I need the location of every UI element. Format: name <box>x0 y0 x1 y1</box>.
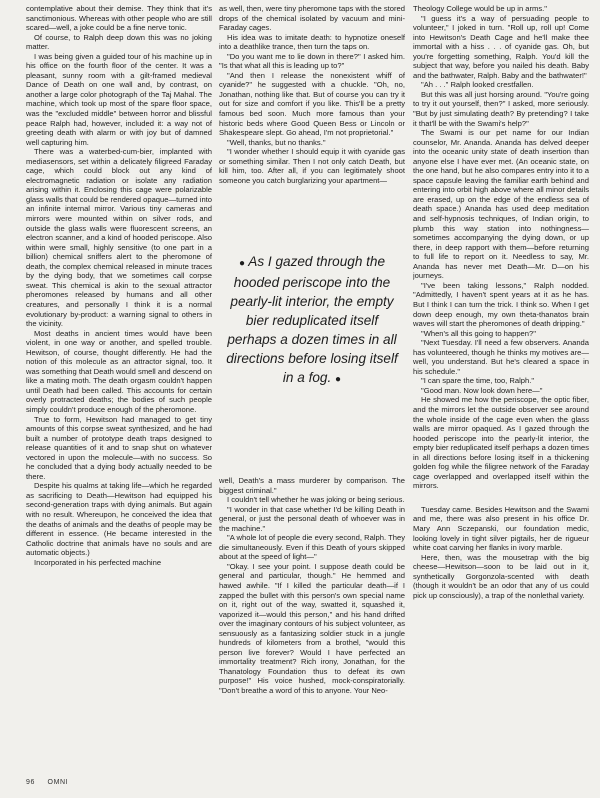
paragraph: His idea was to imitate death: to hypnotize oneself into a deathlike trance, then turn the taps on. <box>219 32 405 52</box>
paragraph: Most deaths in ancient times would have been violent, in one way or another, and spelled trouble. Hewitson, of course, thought differently. He had the notion of this molecule as an attractor signal, too. It was something that Death would smell and descend on like a mating moth. The death orgasm couldn't happen until Death had been called. This accounts for certain overly protracted deaths; the bodies of such people simply couldn't produce enough of the pheromone. <box>26 328 212 414</box>
paragraph: "Well, thanks, but no thanks." <box>227 137 326 147</box>
paragraph: as well, then, were tiny pheromone taps with the stored drops of the chemical isolated by vacuum and mini-Faraday cages. <box>219 4 405 33</box>
bullet-icon: ● <box>238 258 245 269</box>
paragraph: "Ah . . ." Ralph looked crestfallen. <box>421 80 534 90</box>
paragraph: Of course, to Ralph deep down this was no joking matter. <box>26 32 212 52</box>
paragraph <box>413 491 589 505</box>
magazine-name: OMNI <box>47 779 69 786</box>
paragraph: "Do you want me to lie down in there?" I asked him. "Is that what all this is leading up to?" <box>219 51 405 71</box>
bullet-icon: ● <box>335 374 342 385</box>
paragraph: True to form, Hewitson had managed to get tiny amounts of this corpse sweat synthesized, and he had built a number of prototype death traps designed to release quantities of it and to snap shut on whatever vectored in upon the molecule—with no success. So he concluded that a dying body actually needed to be there. <box>26 414 212 481</box>
pull-quote <box>226 252 398 462</box>
paragraph: He showed me how the periscope, the optic fiber, and the mirrors let the outside observer see around the whole inside of the cage even when the glass walls are mirror opaqued. As I gazed through the hooded periscope into the pearly-lit interior, the empty bier reduplicated itself perhaps a dozen times in all directions before losing itself in a thickening golden fog while the filigree network of the Faraday cage overlapped and overlapped itself within the mirrors. <box>413 395 589 491</box>
column-3 <box>413 4 589 774</box>
paragraph: "I guess it's a way of persuading people to volunteer," I joked in turn. "Roll up, roll up! Come into Hewitson's Death Cage and he'll make thee immortal with a hiss . . . of cyanide gas. Oh, but you're forgetting something, Ralph. You'd kill the subject that way, before you nailed his death. Baby and the bathwater, Ralph. Baby and the bathwater!" <box>413 13 589 80</box>
paragraph: Theology College would be up in arms." <box>413 4 547 13</box>
page-number: 96 <box>26 779 35 786</box>
paragraph: Tuesday came. Besides Hewitson and the Swami and me, there was also present in his office Dr. Mary Ann Sczepanski, our foundation medic, looking lovely in tight silver pigtails, her de rigueur white coat carving her flanks in ivory marble. <box>413 504 589 553</box>
paragraph: Despite his qualms at taking life—which he regarded as sacrificing to Death—Hewitson had equipped his second-generation traps with dying animals. But again with no result. Whereupon, he conceived the idea that the deaths of animals and the deaths of people may be different in essence. (He became interested in the Catholic doctrine that animals have no souls and are automatic objects.) <box>26 481 212 558</box>
paragraph: "Good man. Now look down here—" <box>421 385 543 395</box>
paragraph: "I can spare the time, too, Ralph." <box>421 376 535 386</box>
page-footer <box>26 779 78 786</box>
paragraph: Incorporated in his perfected machine <box>34 557 162 567</box>
paragraph: "When's all this going to happen?" <box>421 328 536 338</box>
paragraph: Here, then, was the mousetrap with the big cheese—Hewitson—soon to be laid out in it, synthetically Gorgonzola-scented with death (though it wouldn't be an odor that any of us could pick up consciously), a trap of the nonlethal variety. <box>413 552 589 600</box>
paragraph: "A whole lot of people die every second, Ralph. They die simultaneously. Even if this Death of yours skipped about at the speed of light—" <box>219 533 405 562</box>
paragraph: "And then I release the nonexistent whiff of cyanide?" he suggested with a chuckle. "Oh, no, Jonathan, nothing like that. But of course you can try it out for size and comfort if you like. This'll be a pretty famous bed soon. Much more famous than your historic beds where Good Queen Bess or Lincoln or Shakespeare slept. Go ahead, I'm not proprietorial." <box>219 70 405 138</box>
paragraph: The Swami is our pet name for our Indian counselor, Mr. Ananda. Ananda has delved deeper into the oceanic unity state of death insertion than anyone else I have ever met. (An oceanic state, on the one hand, but he also compares entry into it to a space capsule leaving the familiar earth behind and entering into orbit high above where all minor details are erased, up on the edge of the endless sea of death space.) Ananda has used deep meditation and self-hypnosis techniques, of Indian origin, to plumb this way station into nothingness—sometimes accompanying the dying down, or up there, in deep rapport with them—before returning to full life to report on it. Needless to say, Mr. Ananda has never met Death—Mr. D—on his journeys. <box>413 128 589 281</box>
paragraph: "I've been taking lessons," Ralph nodded. "Admittedly, I haven't spent years at it as he has. But I think I can turn the trick. I think so. When I get down deep enough, my own theta-thanatos brain waves will start the pheromones of death dripping." <box>413 280 589 329</box>
pull-quote-text: As I gazed through the hooded periscope into the pearly-lit interior, the empty bier reduplicated itself perhaps a dozen times in all directions before losing itself in a fog. <box>226 254 398 385</box>
paragraph: contemplative about their demise. They think that it's sanctimonious. Whereas with other people who are still scared—well, a joke could be a fine nerve tonic. <box>26 4 212 33</box>
paragraph: I couldn't tell whether he was joking or being serious. <box>227 495 405 505</box>
paragraph: I was being given a guided tour of his machine up in his office on the fourth floor of the center. It was a pleasant, sunny room with a gilt-framed medieval Dance of Death on one wall and, by contrast, on another a large color photograph of the Taj Mahal. The machine, which took up most of the spare floor space, was the "excluded middle" between horror and blissful peace Ralph had, however, included it: a way not of greeting death with alarm or with joy but of damned well capturing him. <box>26 51 212 147</box>
paragraph: "Next Tuesday. I'll need a few observers. Ananda has volunteered, though he thinks my motives are—well, you understand. But he's cleared a space in his schedule." <box>413 338 589 376</box>
paragraph: "I wonder in that case whether I'd be killing Death in general, or just the personal death of whoever was in the machine." <box>219 504 405 533</box>
paragraph: "Okay. I see your point. I suppose death could be general and particular, though." He hemmed and hawed awhile. "If I killed the particular death—if I zapped the bullet with this person's own special name on it, right out of the way, swatted it, squashed it, vaporized it—would this person," and his hand drifted over the imaginary contours of his subject volunteer, as sensuously as a fantasizing soldier stuck in a jungle hundreds of kilometers from a brothel, "would this person live forever? Would I have perfected an immortality treatment? Rich irony, Jonathan, for the Thanatology Foundation thus to defeat its own purpose!" His voice hushed, mock-conspiratorially. "Don't breathe a word of this to anyone. Your Neo- <box>219 561 405 696</box>
column-1 <box>26 4 212 774</box>
paragraph: But this was all just horsing around. "You're going to try it out yourself, then?" I asked, more seriously. "But by just simulating death? By pretending? I take it that'll be with the Swami's help?" <box>413 89 589 128</box>
paragraph: There was a waterbed-cum-bier, implanted with mediasensors, set within a delicately filigreed Faraday cage, which could block out any kind of electromagnetic radiation or isolate any radiation arising within it. Enclosing this cage were polarizable glass walls that could be rendered opaque—turned into an infinite internal mirror. Various tiny cameras and mirrors were mounted within on silver rods, and outside the glass walls were fluorescent screens, an electron scanner, and a kind of hooded periscope. Also within were small, highly sensitive (to one part in a billion) chemical sniffers alert to the pheromone of death, the complex chemical released in minute traces by the dying body, that we sometimes call corpse sweat. This chemical is akin to the sexual attractor pheromones released by humans and all other creatures, and personally I think it is a normal evolutionary by-product: a warning signal to others in the vicinity. <box>26 147 212 329</box>
column-2-bottom <box>219 476 405 774</box>
paragraph: well, Death's a mass murderer by comparison. The biggest criminal." <box>219 476 405 495</box>
column-2-top <box>219 4 405 242</box>
paragraph: "I wonder whether I should equip it with cyanide gas or something similar. Then I not only catch Death, but kill him, too. After all, if you can legitimately shoot someone you catch burglarizing your apartment— <box>219 147 405 185</box>
